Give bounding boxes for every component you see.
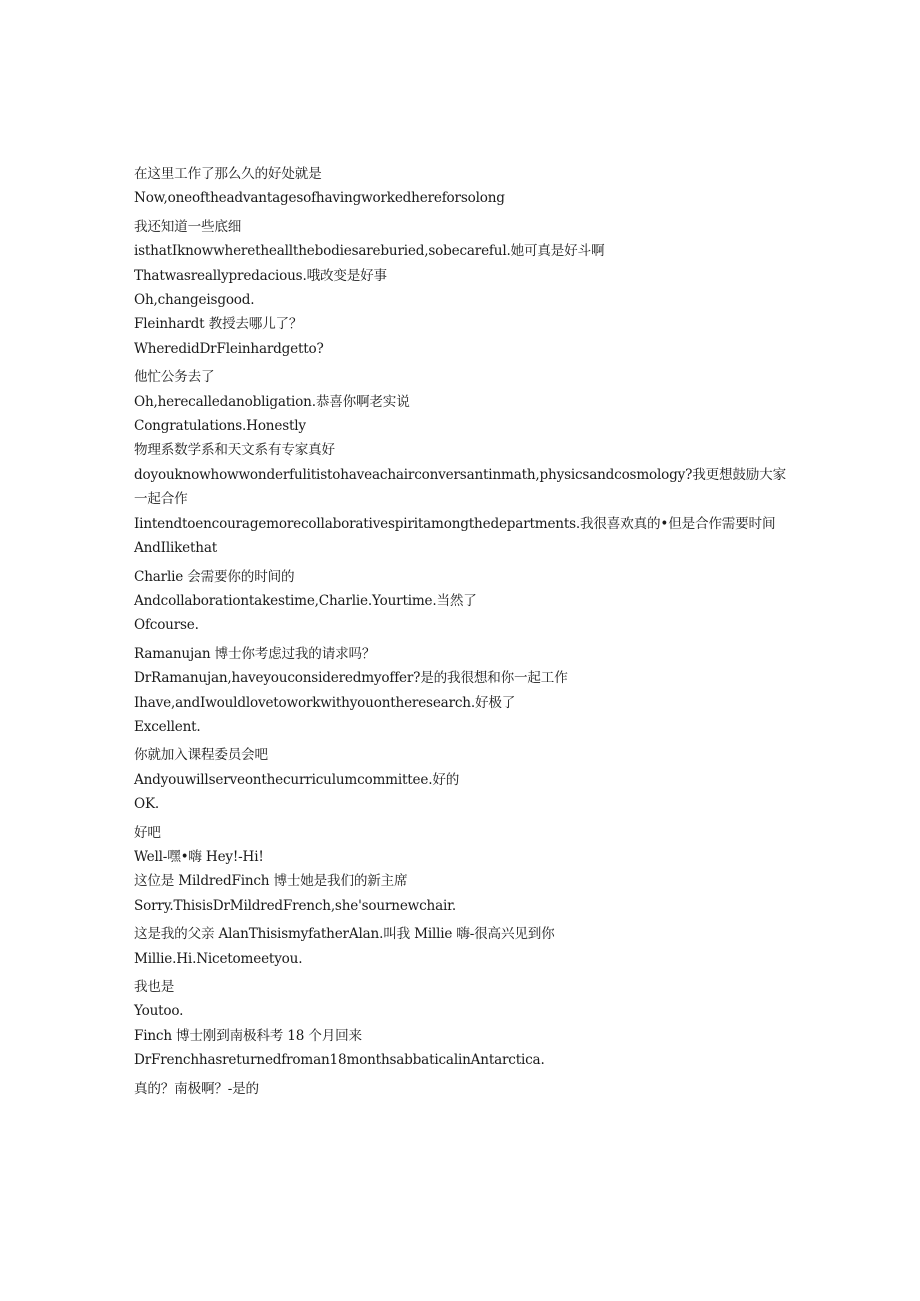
text-line: Andyouwillserveonthecurriculumcommittee.好的 bbox=[134, 771, 460, 788]
text-line: 这位是 MildredFinch 博士她是我们的新主席 bbox=[134, 873, 408, 890]
text-line: AndIlikethat bbox=[134, 540, 218, 557]
text-line: Sorry.ThisisDrMildredFrench,she'sournewchair. bbox=[134, 897, 457, 914]
text-line: 我也是 bbox=[134, 979, 175, 995]
document-body bbox=[134, 162, 794, 1101]
text-line: WheredidDrFleinhardgetto? bbox=[134, 340, 324, 357]
text-line: DrFrenchhasreturnedfroman18monthsabbaticalinAntarctica. bbox=[134, 1052, 545, 1069]
text-line: Ofcourse. bbox=[134, 617, 199, 634]
text-line: 他忙公务去了 bbox=[134, 369, 215, 386]
text-line: Congratulations.Honestly bbox=[134, 418, 306, 435]
text-line: Fleinhardt 教授去哪儿了？ bbox=[134, 316, 303, 333]
text-line: Oh,changeisgood. bbox=[134, 292, 255, 309]
text-line: Ramanujan 博士你考虑过我的请求吗？ bbox=[134, 645, 376, 662]
text-line: Ihave,andIwouldlovetoworkwithyouontheresearch.好极了 bbox=[134, 694, 516, 711]
text-line: 物理系数学系和天文系有专家真好 bbox=[134, 442, 335, 459]
text-line: Finch 博士刚到南极科考 18 个月回来 bbox=[134, 1027, 362, 1044]
text-line: Millie.Hi.Nicetomeetyou. bbox=[134, 950, 303, 967]
text-line: Well-嘿•嗨 Hey!-Hi! bbox=[134, 848, 264, 865]
text-line: Excellent. bbox=[134, 718, 201, 735]
text-line: isthatIknowwheretheallthebodiesareburied,sobecareful.她可真是好斗啊 bbox=[134, 243, 605, 260]
text-line: Now,oneoftheadvantagesofhavingworkedhereforsolong bbox=[134, 190, 505, 207]
text-line: Iintendtoencouragemorecollaborativespiritamongthedepartments.我很喜欢真的•但是合作需要时间 bbox=[134, 515, 776, 532]
text-line: Oh,herecalledanobligation.恭喜你啊老实说 bbox=[134, 393, 410, 410]
text-line: 真的？南极啊？-是的 bbox=[134, 1080, 259, 1097]
text-line: Charlie 会需要你的时间的 bbox=[134, 568, 295, 585]
text-line: 好吧 bbox=[134, 824, 161, 841]
text-line: DrRamanujan,haveyouconsideredmyoffer?是的我很想和你一起工作 bbox=[134, 670, 568, 687]
text-line: OK. bbox=[134, 796, 160, 813]
text-line: 你就加入课程委员会吧 bbox=[134, 747, 268, 764]
text-line: Andcollaborationtakestime,Charlie.Yourtime.当然了 bbox=[134, 592, 477, 609]
text-line: Thatwasreallypredacious.哦改变是好事 bbox=[134, 267, 387, 284]
text-line: 我还知道一些底细 bbox=[134, 218, 242, 235]
text-line: Youtoo. bbox=[134, 1003, 184, 1020]
text-line: doyouknowhowwonderfulitistohaveachairconversantinmath,physicsandcosmology?我更想鼓励大家一起合作 bbox=[134, 466, 786, 508]
text-line: 这是我的父亲 AlanThisismyfatherAlan.叫我 Millie 嗨-很高兴见到你 bbox=[134, 926, 555, 943]
text-line: 在这里工作了那么久的好处就是 bbox=[134, 166, 322, 182]
